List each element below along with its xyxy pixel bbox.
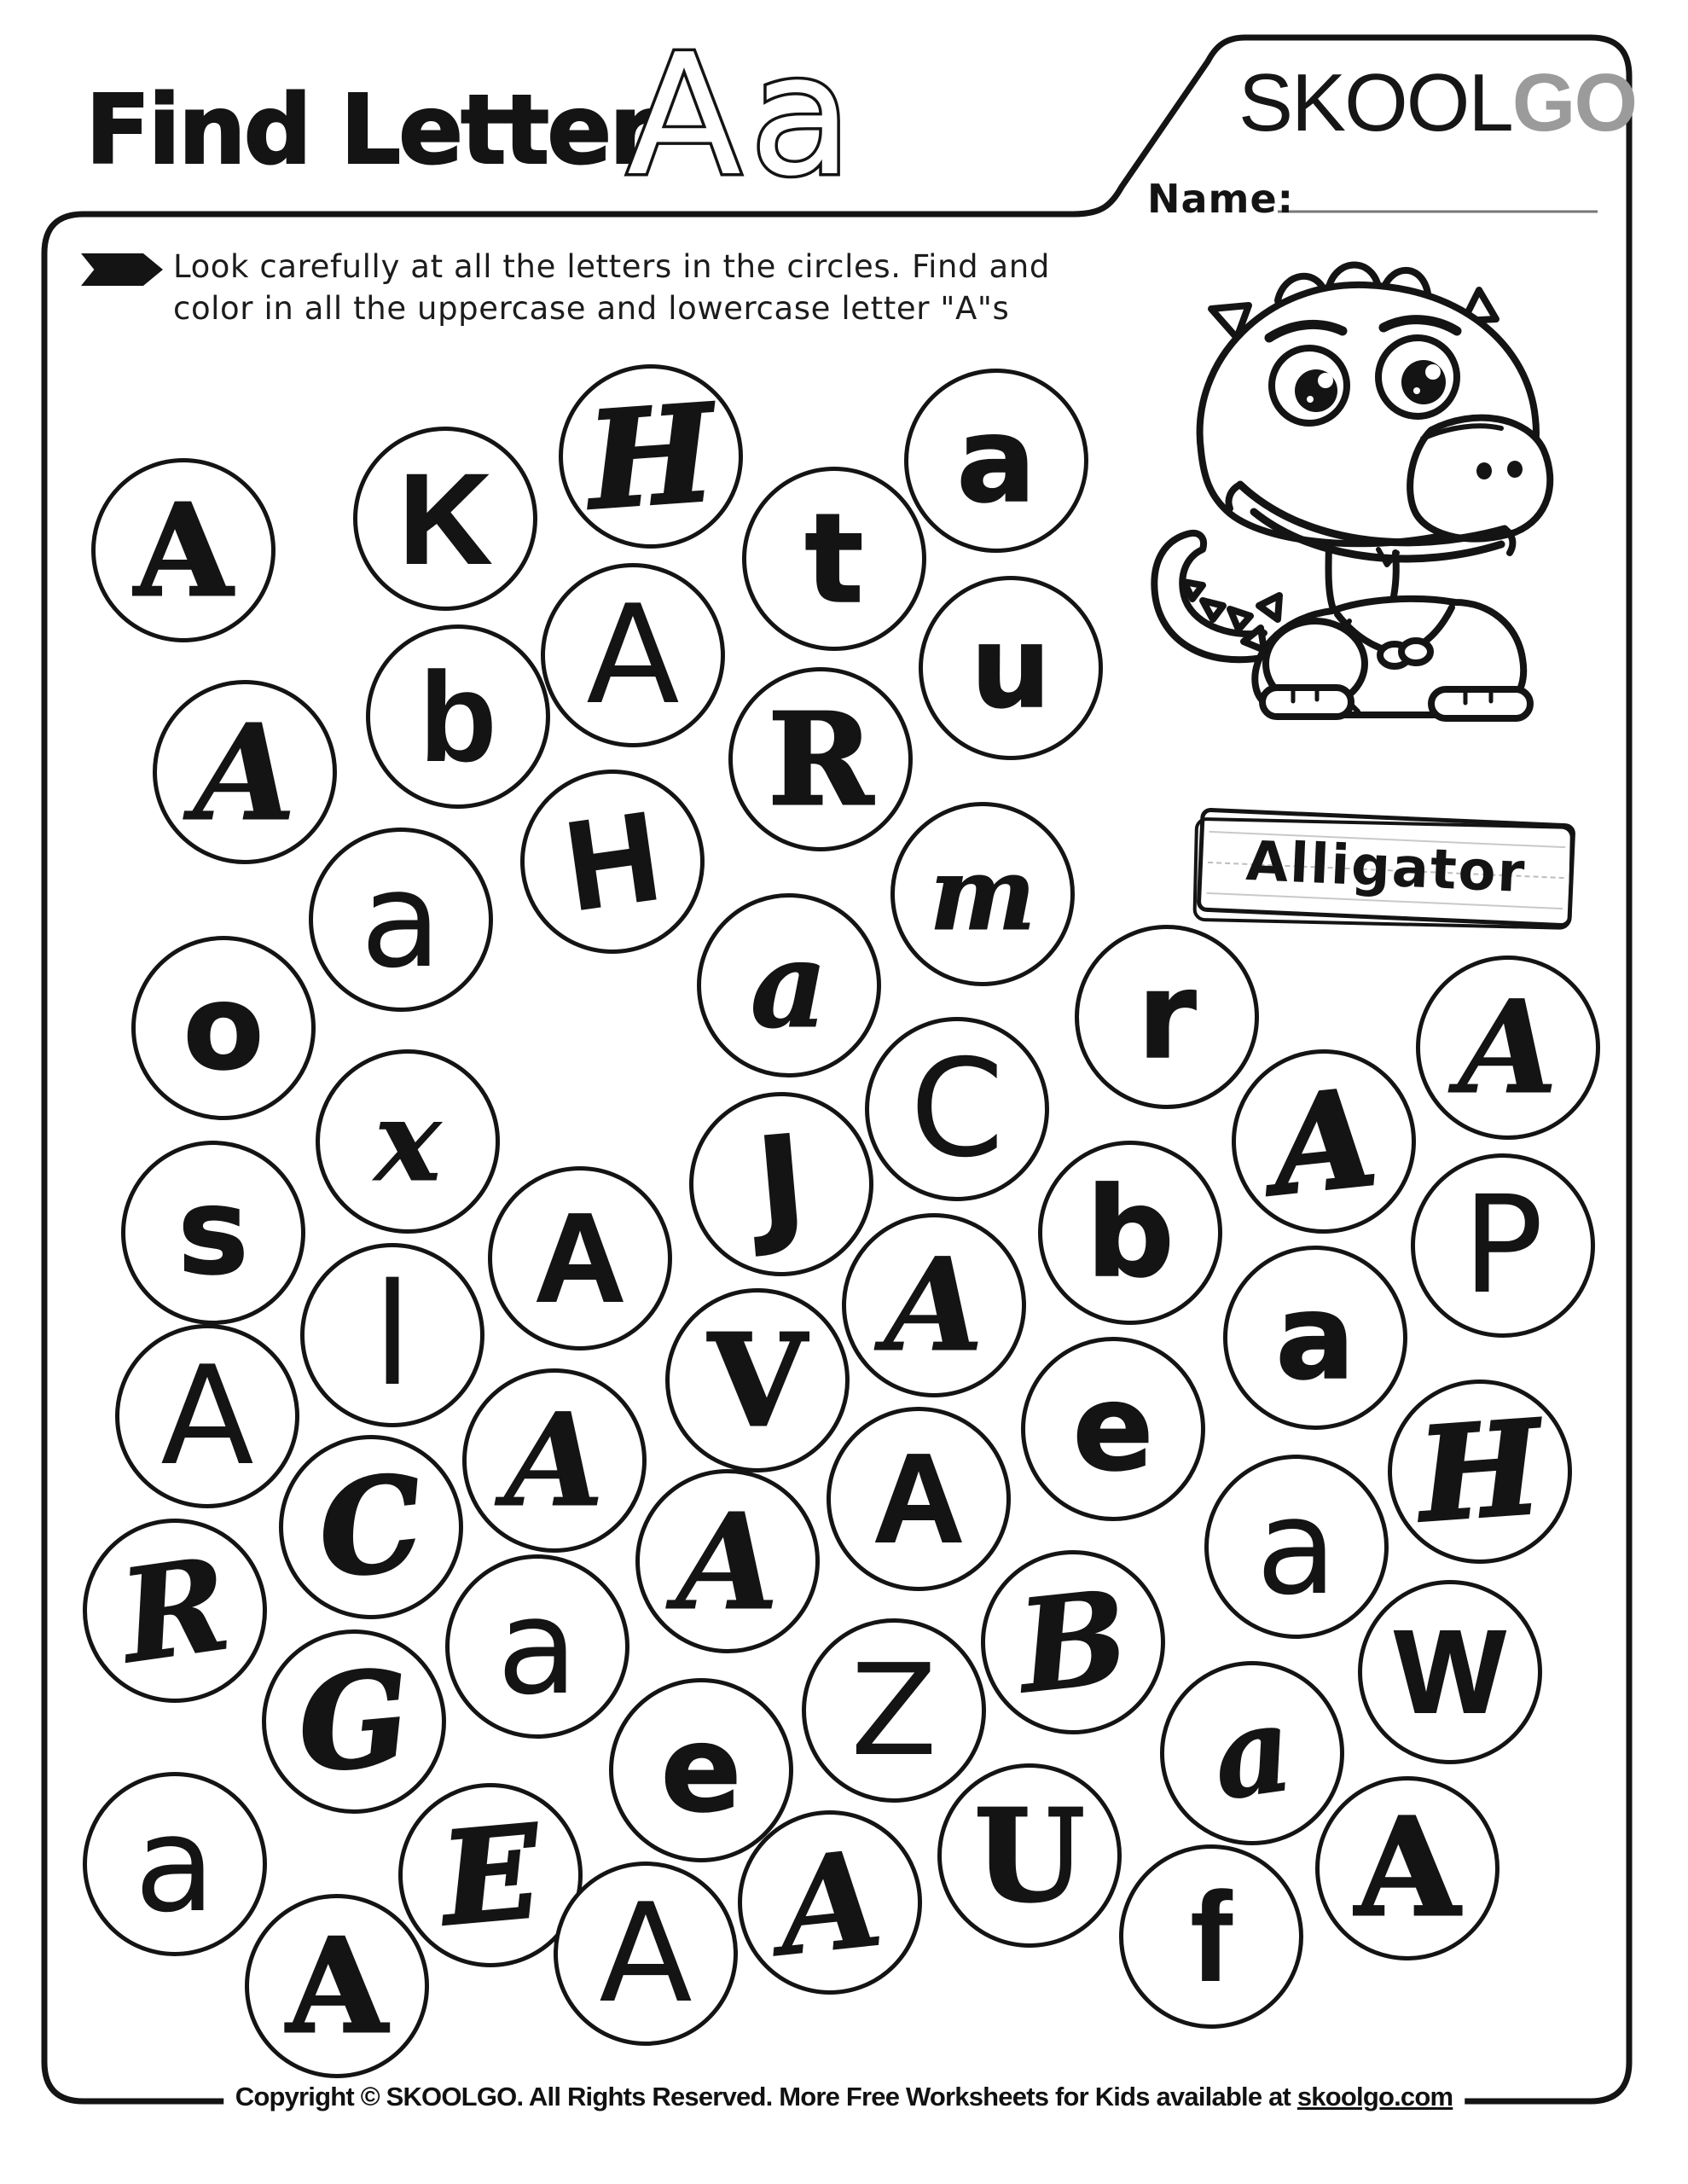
- footer-brand-go: GO: [476, 2082, 517, 2111]
- circle-letter: f: [1190, 1865, 1233, 2008]
- circle-letter: A: [134, 476, 233, 624]
- circle-letter: s: [177, 1163, 249, 1302]
- letter-circle[interactable]: [738, 1810, 922, 1995]
- logo-go: GO: [1511, 57, 1637, 148]
- circle-letter: A: [504, 1385, 605, 1536]
- circle-letter: H: [583, 374, 719, 539]
- circle-letter: b: [1086, 1160, 1175, 1305]
- circle-letter: a: [1256, 1469, 1337, 1624]
- letter-circle[interactable]: [919, 576, 1103, 760]
- letter-circle[interactable]: [1358, 1580, 1542, 1764]
- circle-letter: b: [419, 645, 497, 788]
- letter-circle[interactable]: [445, 1554, 629, 1739]
- circle-letter: U: [974, 1781, 1085, 1930]
- letter-circle[interactable]: [697, 893, 881, 1077]
- circle-letter: R: [768, 685, 873, 834]
- circle-letter: A: [287, 1909, 387, 2062]
- letter-circle[interactable]: [937, 1763, 1122, 1948]
- circle-letter: A: [193, 694, 297, 851]
- letter-circle[interactable]: [689, 1092, 873, 1276]
- circle-letter: m: [929, 834, 1036, 953]
- letter-circle[interactable]: [316, 1049, 500, 1234]
- circle-letter: K: [398, 447, 492, 590]
- letter-circle[interactable]: [366, 624, 550, 809]
- circle-letter: x: [374, 1076, 441, 1206]
- circle-letter: r: [1137, 947, 1197, 1086]
- letter-circle[interactable]: [865, 1017, 1049, 1201]
- circle-letter: a: [1204, 1678, 1301, 1828]
- letter-circle[interactable]: [742, 467, 926, 651]
- letter-circle[interactable]: [83, 1519, 267, 1703]
- circle-letter: a: [750, 915, 828, 1055]
- letter-circle[interactable]: [1223, 1246, 1407, 1430]
- footer-middle: . All Rights Reserved. More Free Worksheets for Kids available at: [516, 2082, 1297, 2111]
- letter-circle[interactable]: [1388, 1380, 1572, 1564]
- letter-circle[interactable]: [1160, 1661, 1344, 1845]
- letter-circle[interactable]: [665, 1288, 850, 1472]
- letter-circle[interactable]: [981, 1550, 1165, 1734]
- name-label: Name:: [1147, 176, 1295, 222]
- letter-circle[interactable]: [554, 1862, 738, 2046]
- circle-letter: G: [293, 1641, 415, 1802]
- letter-circle[interactable]: [1315, 1776, 1499, 1960]
- circle-letter: H: [557, 785, 668, 938]
- page-title: Find Letter: [85, 75, 654, 186]
- mascot-word: Alligator: [1244, 829, 1528, 906]
- circle-letter: V: [708, 1306, 807, 1455]
- letter-circle[interactable]: [520, 770, 705, 954]
- letter-circle[interactable]: [1075, 925, 1259, 1109]
- circle-letter: A: [873, 1428, 965, 1569]
- circle-letter: H: [1414, 1392, 1546, 1551]
- letter-circle[interactable]: [1021, 1337, 1205, 1521]
- circle-letter: B: [1011, 1561, 1135, 1723]
- letter-circle[interactable]: [121, 1141, 305, 1325]
- letter-circle[interactable]: [462, 1368, 647, 1553]
- letter-circle[interactable]: [488, 1166, 672, 1350]
- circle-letter: A: [1354, 1789, 1460, 1947]
- mascot-label: [1197, 807, 1576, 927]
- letter-circle[interactable]: [262, 1629, 446, 1814]
- letter-circle[interactable]: [1232, 1049, 1416, 1234]
- alligator-icon: [1134, 256, 1561, 734]
- letter-circle[interactable]: [153, 680, 337, 864]
- letter-circle[interactable]: [353, 427, 537, 611]
- letter-circle[interactable]: [309, 828, 493, 1012]
- circle-letter: P: [1462, 1167, 1544, 1324]
- circle-letter: a: [134, 1786, 216, 1942]
- circle-letter: A: [676, 1483, 780, 1640]
- letter-circle[interactable]: [609, 1678, 793, 1862]
- circle-letter: a: [1275, 1269, 1355, 1406]
- footer-site-link[interactable]: skoolgo.com: [1296, 2082, 1453, 2111]
- circle-letter: e: [1072, 1359, 1154, 1498]
- circle-letter: A: [534, 1188, 626, 1328]
- letter-circle[interactable]: [842, 1213, 1026, 1397]
- letter-circle[interactable]: [802, 1618, 986, 1803]
- circle-letter: o: [183, 959, 264, 1096]
- logo-skool: SKOOL: [1238, 57, 1512, 148]
- circle-letter: a: [496, 1569, 578, 1724]
- circle-letter: A: [586, 575, 680, 735]
- letter-circle[interactable]: [1119, 1844, 1303, 2029]
- skoolgo-logo: [1238, 57, 1637, 148]
- circle-letter: A: [1264, 1058, 1383, 1225]
- circle-letter: u: [971, 602, 1051, 734]
- footer-brand: SKOOL: [386, 2082, 477, 2111]
- circle-letter: l: [373, 1252, 412, 1417]
- circle-letter: J: [751, 1107, 812, 1261]
- circle-letter: C: [909, 1031, 1005, 1188]
- target-letters: Aa: [627, 19, 861, 213]
- circle-letter: A: [770, 1819, 890, 1986]
- circle-letter: a: [956, 392, 1036, 529]
- letter-circle[interactable]: [1411, 1153, 1595, 1338]
- letter-circle[interactable]: [83, 1772, 267, 1956]
- circle-letter: A: [160, 1336, 254, 1496]
- instruction-line-1: Look carefully at all the letters in the circles. Find and: [173, 248, 1050, 285]
- letter-circle[interactable]: [728, 667, 913, 851]
- instruction-text: [173, 246, 1050, 329]
- circle-letter: Z: [850, 1637, 937, 1784]
- circle-letter: t: [804, 486, 864, 631]
- footer: [223, 2082, 1465, 2112]
- letter-circle[interactable]: [827, 1407, 1011, 1591]
- circle-letter: C: [312, 1447, 430, 1607]
- letter-circle[interactable]: [1038, 1141, 1222, 1325]
- circle-letter: a: [360, 842, 442, 997]
- letter-circle[interactable]: [279, 1435, 463, 1619]
- circle-letter: A: [884, 1230, 984, 1380]
- letter-circle[interactable]: [1416, 956, 1600, 1140]
- letter-circle[interactable]: [115, 1324, 299, 1508]
- letter-circle[interactable]: [91, 458, 276, 642]
- circle-letter: W: [1394, 1606, 1506, 1738]
- letter-circle[interactable]: [890, 802, 1075, 986]
- letter-circle[interactable]: [635, 1469, 820, 1653]
- circle-letter: E: [436, 1797, 545, 1954]
- instruction-line-2: color in all the uppercase and lowercase letter "A"s: [173, 290, 1010, 327]
- circle-letter: e: [660, 1700, 742, 1839]
- footer-prefix: Copyright ©: [235, 2082, 386, 2111]
- letter-circle[interactable]: [904, 369, 1088, 553]
- letter-circle[interactable]: [1204, 1455, 1389, 1639]
- circle-letter: A: [599, 1873, 693, 2033]
- letter-circle[interactable]: [245, 1894, 429, 2078]
- letter-circle[interactable]: [131, 936, 316, 1120]
- letter-circle[interactable]: [300, 1243, 484, 1427]
- letter-circle[interactable]: [541, 563, 725, 747]
- circle-letter: R: [112, 1529, 238, 1693]
- letter-circle[interactable]: [559, 364, 743, 549]
- circle-letter: A: [1458, 973, 1558, 1123]
